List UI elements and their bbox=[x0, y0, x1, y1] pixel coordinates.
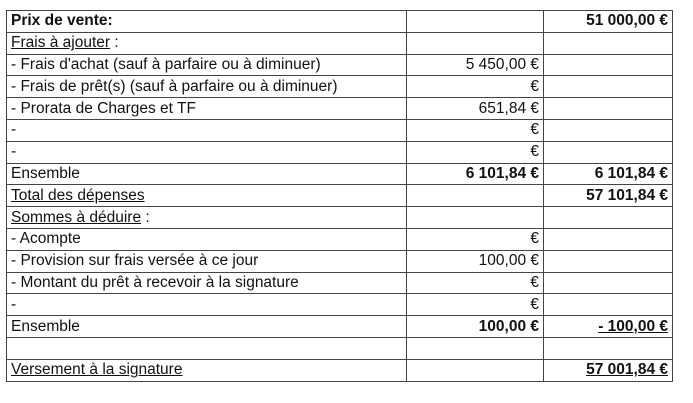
deductions-header-cell bbox=[7, 207, 407, 229]
deductions-subtotal-amount: 100,00 € bbox=[407, 316, 544, 338]
blank-fee-1-amount: € bbox=[407, 119, 544, 141]
total-expenses-cell bbox=[7, 185, 407, 207]
spacer-label bbox=[7, 337, 407, 359]
deposit-label: - Acompte bbox=[7, 228, 407, 250]
prorata-charges-amount: 651,84 € bbox=[407, 98, 544, 120]
row-deductions-header bbox=[7, 207, 673, 229]
deductions-subtotal-label: Ensemble bbox=[7, 316, 407, 338]
sale-price-label: Prix de vente: bbox=[7, 11, 407, 33]
deductions-header-right bbox=[544, 207, 673, 229]
row-deductions-subtotal bbox=[7, 316, 673, 338]
purchase-fees-label: - Frais d'achat (sauf à parfaire ou à diminuer) bbox=[7, 54, 407, 76]
fees-subtotal-label: Ensemble bbox=[7, 163, 407, 185]
signing-payment-value: 57 001,84 € bbox=[586, 361, 668, 379]
deductions-header-label: Sommes à déduire bbox=[11, 208, 142, 226]
total-expenses-value: 57 101,84 € bbox=[544, 185, 673, 207]
signing-payment-cell-right bbox=[544, 359, 673, 381]
signing-payment-mid bbox=[407, 359, 544, 381]
fees-header-suffix: : bbox=[110, 34, 119, 52]
row-fees-subtotal bbox=[7, 163, 673, 185]
fees-header-cell bbox=[7, 32, 407, 54]
purchase-fees-amount: 5 450,00 € bbox=[407, 54, 544, 76]
closing-costs-table bbox=[6, 10, 673, 382]
deductions-header-mid bbox=[407, 207, 544, 229]
deductions-header-suffix: : bbox=[141, 208, 150, 226]
row-purchase-fees bbox=[7, 54, 673, 76]
blank-fee-2-amount: € bbox=[407, 141, 544, 163]
row-blank-fee-1 bbox=[7, 119, 673, 141]
row-loan-amount bbox=[7, 272, 673, 294]
fee-provision-label: - Provision sur frais versée à ce jour bbox=[7, 250, 407, 272]
blank-fee-2-right bbox=[544, 141, 673, 163]
loan-fees-right bbox=[544, 76, 673, 98]
blank-deduction-label: - bbox=[7, 294, 407, 316]
row-fees-header bbox=[7, 32, 673, 54]
blank-fee-1-right bbox=[544, 119, 673, 141]
fee-provision-right bbox=[544, 250, 673, 272]
deductions-subtotal-right bbox=[544, 316, 673, 338]
loan-amount-label: - Montant du prêt à recevoir à la signature bbox=[7, 272, 407, 294]
signing-payment-cell bbox=[7, 359, 407, 381]
fees-subtotal-right: 6 101,84 € bbox=[544, 163, 673, 185]
total-expenses-mid bbox=[407, 185, 544, 207]
purchase-fees-right bbox=[544, 54, 673, 76]
deposit-right bbox=[544, 228, 673, 250]
loan-amount-right bbox=[544, 272, 673, 294]
row-deposit bbox=[7, 228, 673, 250]
sale-price-mid bbox=[407, 11, 544, 33]
total-expenses-label: Total des dépenses bbox=[11, 186, 145, 204]
row-blank-deduction bbox=[7, 294, 673, 316]
spacer-mid bbox=[407, 337, 544, 359]
row-sale-price bbox=[7, 11, 673, 33]
deductions-subtotal-value: - 100,00 € bbox=[598, 317, 668, 335]
prorata-charges-label: - Prorata de Charges et TF bbox=[7, 98, 407, 120]
spacer-right bbox=[544, 337, 673, 359]
loan-fees-amount: € bbox=[407, 76, 544, 98]
loan-amount-amount: € bbox=[407, 272, 544, 294]
fees-header-mid bbox=[407, 32, 544, 54]
row-blank-fee-2 bbox=[7, 141, 673, 163]
blank-fee-2-label: - bbox=[7, 141, 407, 163]
row-spacer bbox=[7, 337, 673, 359]
fees-header-right bbox=[544, 32, 673, 54]
loan-fees-label: - Frais de prêt(s) (sauf à parfaire ou à diminuer) bbox=[7, 76, 407, 98]
row-total-expenses bbox=[7, 185, 673, 207]
signing-payment-label: Versement à la signature bbox=[11, 361, 183, 379]
row-signing-payment bbox=[7, 359, 673, 381]
prorata-charges-right bbox=[544, 98, 673, 120]
fees-subtotal-amount: 6 101,84 € bbox=[407, 163, 544, 185]
row-loan-fees bbox=[7, 76, 673, 98]
row-prorata-charges bbox=[7, 98, 673, 120]
deposit-amount: € bbox=[407, 228, 544, 250]
sale-price-value: 51 000,00 € bbox=[544, 11, 673, 33]
blank-deduction-right bbox=[544, 294, 673, 316]
blank-fee-1-label: - bbox=[7, 119, 407, 141]
fees-header-label: Frais à ajouter bbox=[11, 34, 111, 52]
blank-deduction-amount: € bbox=[407, 294, 544, 316]
row-fee-provision bbox=[7, 250, 673, 272]
fee-provision-amount: 100,00 € bbox=[407, 250, 544, 272]
